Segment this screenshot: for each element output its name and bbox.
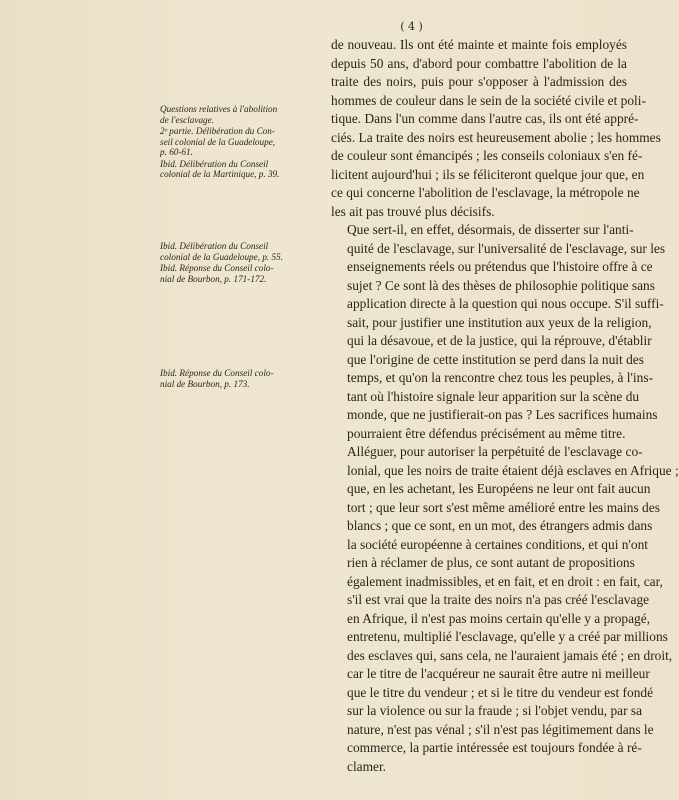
text-line: application directe à la question qui nous occupe. S'il suffi- bbox=[347, 296, 664, 311]
margin-note-line: p. 60-61. bbox=[160, 147, 193, 157]
text-line: également inadmissibles, et en fait, et en droit : en fait, car, bbox=[347, 573, 663, 589]
margin-note-line: Ibid. Délibération du Conseil bbox=[160, 158, 269, 169]
text-line: que, en les achetant, les Européens ne leur ont fait aucun bbox=[347, 481, 651, 496]
margin-note-group bbox=[160, 368, 328, 390]
text-line: pourraient être défendus précisément au même titre. bbox=[347, 425, 626, 441]
margin-note-line: Ibid. Réponse du Conseil colo- bbox=[160, 263, 274, 273]
margin-note-group bbox=[160, 241, 328, 285]
text-line: la société européenne à certaines conditions, et qui n'ont bbox=[347, 536, 648, 552]
text-line: depuis 50 ans, d'abord pour combattre l'abolition de la bbox=[331, 55, 627, 71]
text-line: ciés. La traite des noirs est heureusement abolie ; les hommes bbox=[331, 129, 661, 145]
text-line: blancs ; que ce sont, en un mot, des étrangers admis dans bbox=[347, 518, 653, 533]
text-line: sur la violence ou sur la fraude ; si l'objet vendu, par sa bbox=[347, 703, 643, 718]
main-text bbox=[331, 36, 679, 776]
text-line: Alléguer, pour autoriser la perpétuité de l'esclavage co- bbox=[347, 444, 643, 459]
text-line: hommes de couleur dans le sein de la société civile et poli- bbox=[331, 92, 646, 108]
text-line: sait, pour justifier une institution aux yeux de la religion, bbox=[347, 314, 652, 330]
text-line: licitent aujourd'hui ; ils se féliciteront quelque jour que, en bbox=[331, 166, 645, 182]
paragraph bbox=[331, 221, 666, 443]
text-line: clamer. bbox=[347, 758, 387, 774]
margin-note-line: Questions relatives à l'abolition bbox=[160, 104, 278, 114]
margin-note-line: Ibid. Réponse du Conseil colo- bbox=[160, 368, 274, 378]
margin-note bbox=[160, 263, 328, 284]
margin-note bbox=[160, 368, 328, 389]
margin-note bbox=[160, 159, 328, 180]
margin-note-line: seil colonial de la Guadeloupe, bbox=[160, 136, 276, 147]
text-line: que l'origine de cette institution se perd dans la nuit des bbox=[347, 351, 644, 367]
paragraph bbox=[331, 36, 661, 221]
margin-note-line: colonial de la Martinique, p. 39. bbox=[160, 169, 280, 179]
text-line: s'il est vrai que la traite des noirs n'a pas créé l'esclavage bbox=[347, 592, 650, 607]
text-line: temps, et qu'on la rencontre chez tous les peuples, à l'ins- bbox=[347, 370, 654, 385]
text-line: les ait pas trouvé plus décisifs. bbox=[331, 203, 495, 219]
margin-note-line: nial de Bourbon, p. 171-172. bbox=[160, 273, 267, 284]
text-line: enseignements réels ou prétendus que l'histoire offre à ce bbox=[347, 259, 653, 274]
text-line: de nouveau. Ils ont été mainte et mainte fois employés bbox=[331, 37, 627, 52]
text-line: commerce, la partie intéressée est toujours fondée à ré- bbox=[347, 740, 642, 755]
text-line: traite des noirs, puis pour s'opposer à l'admission des bbox=[331, 74, 627, 89]
text-line: des esclaves qui, sans cela, ne l'auraient jamais été ; en droit, bbox=[347, 647, 673, 663]
text-line: qui la désavoue, et de la justice, qui la réprouve, d'établir bbox=[347, 333, 652, 348]
text-line: nature, n'est pas vénal ; s'il n'est pas légitimement dans le bbox=[347, 721, 654, 737]
margin-note bbox=[160, 126, 328, 158]
margin-note-group bbox=[160, 104, 328, 181]
margin-note-line: nial de Bourbon, p. 173. bbox=[160, 378, 250, 389]
margin-note bbox=[160, 104, 328, 125]
text-line: tort ; que leur sort s'est même amélioré entre les mains des bbox=[347, 499, 660, 515]
margin-note-line: de l'esclavage. bbox=[160, 114, 215, 125]
margin-note bbox=[160, 241, 328, 262]
page-number: ( 4 ) bbox=[400, 20, 423, 33]
text-line: tique. Dans l'un comme dans l'autre cas, ils ont été appré- bbox=[331, 111, 639, 126]
text-line: entretenu, multiplié l'esclavage, qu'elle y a créé par millions bbox=[347, 629, 668, 644]
margin-note-line: colonial de la Guadeloupe, p. 55. bbox=[160, 251, 283, 262]
paragraph bbox=[331, 443, 679, 776]
text-line: que le titre du vendeur ; et si le titre du vendeur est fondé bbox=[347, 684, 654, 700]
margin-note-line: 2ᵉ partie. Délibération du Con- bbox=[160, 126, 275, 136]
text-line: ce qui concerne l'abolition de l'esclavage, la métropole ne bbox=[331, 185, 640, 200]
text-line: tant où l'histoire signale leur apparition sur la scène du bbox=[347, 388, 640, 404]
text-line: lonial, que les noirs de traite étaient déjà esclaves en Afrique ; bbox=[347, 462, 679, 478]
text-line: de couleur sont émancipés ; les conseils coloniaux s'en fé- bbox=[331, 148, 643, 163]
text-line: monde, que ne justifierait-on pas ? Les sacrifices humains bbox=[347, 407, 658, 422]
margin-note-line: Ibid. Délibération du Conseil bbox=[160, 241, 269, 251]
text-line: en Afrique, il n'est pas moins certain qu'elle y a propagé, bbox=[347, 610, 651, 626]
text-line: Que sert-il, en effet, désormais, de disserter sur l'anti- bbox=[347, 222, 634, 237]
text-line: sujet ? Ce sont là des thèses de philosophie politique sans bbox=[347, 277, 655, 293]
text-line: rien à réclamer de plus, ce sont autant de propositions bbox=[347, 555, 635, 570]
text-line: car le titre de l'acquéreur ne saurait être autre ni meilleur bbox=[347, 666, 650, 681]
text-line: quité de l'esclavage, sur l'universalité de l'esclavage, sur les bbox=[347, 240, 666, 256]
